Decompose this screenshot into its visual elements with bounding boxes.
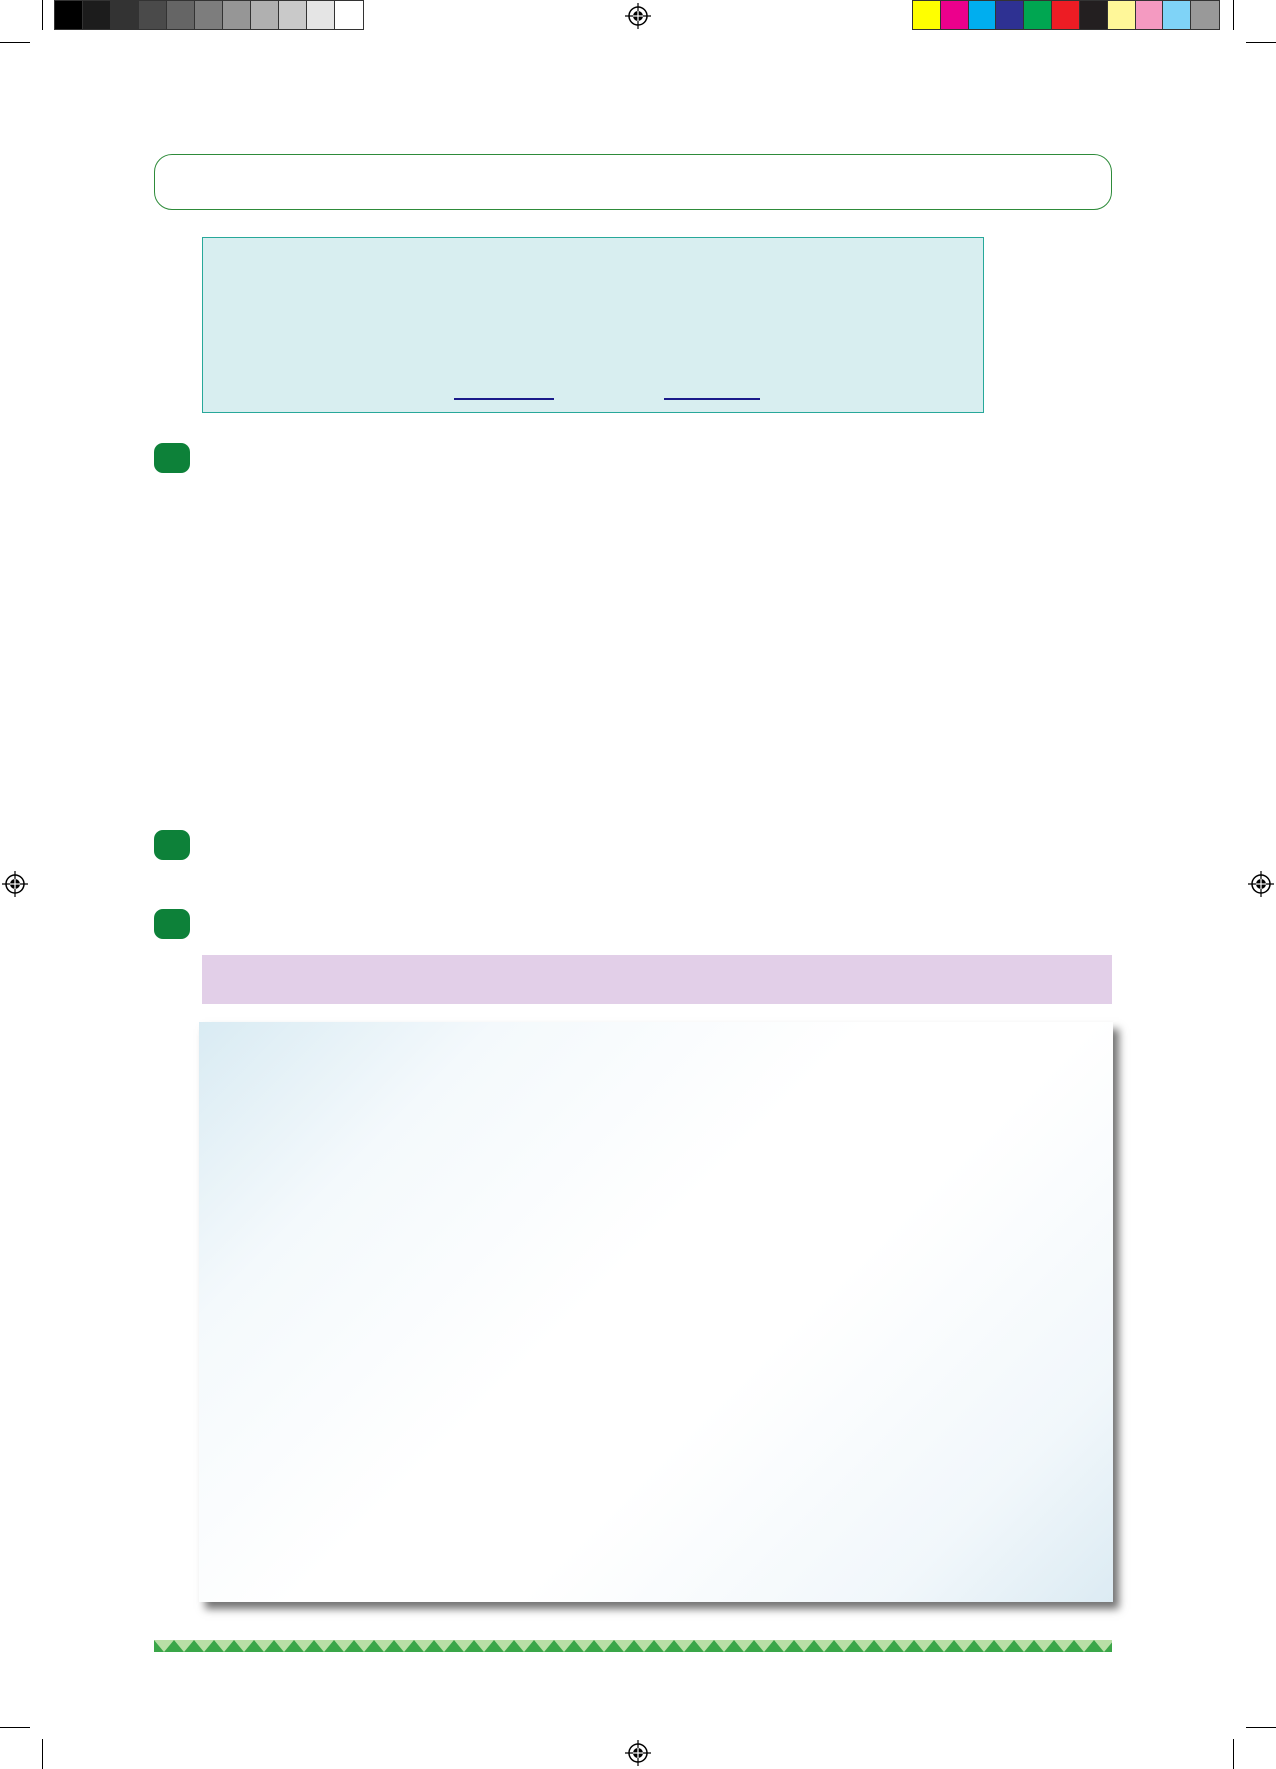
color-swatch [1163, 1, 1191, 29]
color-swatch [969, 1, 997, 29]
lavender-banner [202, 955, 1112, 1004]
grayscale-color-bar [54, 0, 364, 30]
color-swatch [1080, 1, 1108, 29]
registration-mark-icon [625, 1740, 651, 1766]
registration-mark-icon [2, 871, 28, 897]
gray-swatch [55, 1, 83, 29]
crop-mark [1233, 1739, 1234, 1769]
color-swatch [1108, 1, 1136, 29]
crop-mark [0, 42, 30, 43]
crop-mark [42, 1739, 43, 1769]
gray-swatch [195, 1, 223, 29]
gray-swatch [167, 1, 195, 29]
color-swatch [996, 1, 1024, 29]
gray-swatch [335, 1, 363, 29]
gray-swatch [251, 1, 279, 29]
color-swatch [1024, 1, 1052, 29]
color-swatch [1136, 1, 1164, 29]
answer-blank-line [454, 398, 554, 400]
color-swatch [1191, 1, 1219, 29]
question-badge-1 [154, 443, 190, 473]
gray-swatch [111, 1, 139, 29]
zigzag-strip [154, 1640, 1112, 1652]
color-swatch [913, 1, 941, 29]
crop-mark [1233, 0, 1234, 30]
question-badge-3 [154, 909, 190, 939]
question-badge-2 [154, 830, 190, 860]
content-panel [199, 1022, 1113, 1602]
process-color-bar [912, 0, 1220, 30]
crop-mark [42, 0, 43, 30]
crop-mark [1246, 42, 1276, 43]
crop-mark [0, 1727, 30, 1728]
gray-swatch [83, 1, 111, 29]
title-box [154, 154, 1112, 210]
gray-swatch [223, 1, 251, 29]
color-swatch [1052, 1, 1080, 29]
gray-swatch [139, 1, 167, 29]
gray-swatch [307, 1, 335, 29]
info-box [202, 237, 984, 413]
answer-blank-line [664, 398, 760, 400]
registration-mark-icon [1248, 871, 1274, 897]
crop-mark [1246, 1727, 1276, 1728]
registration-mark-icon [625, 3, 651, 29]
gray-swatch [279, 1, 307, 29]
color-swatch [941, 1, 969, 29]
